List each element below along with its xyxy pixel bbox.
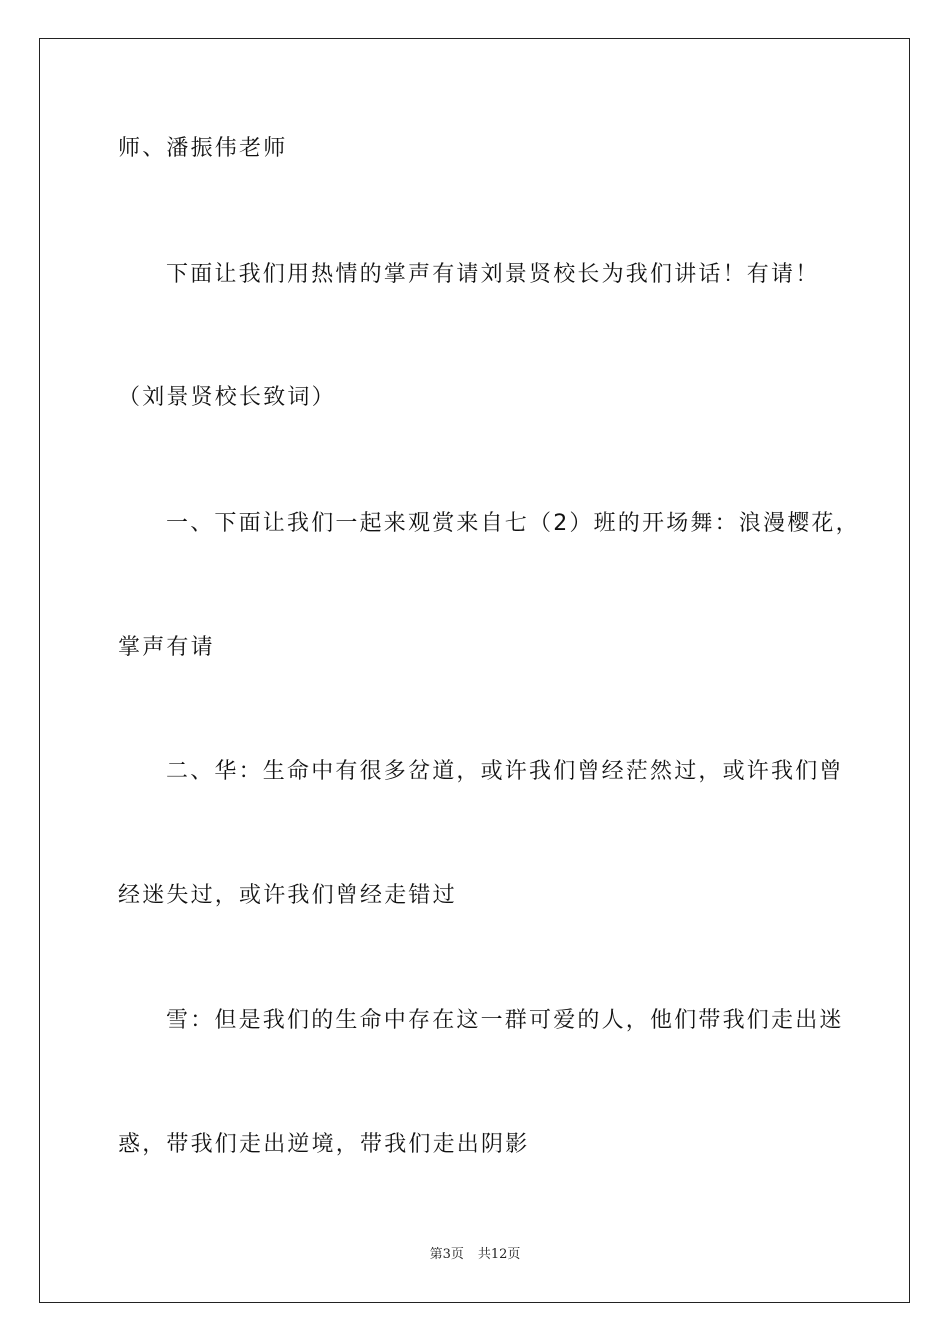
- text-line-8: 雪：但是我们的生命中存在这一群可爱的人，他们带我们走出迷: [166, 1008, 844, 1033]
- text-line-9: 惑，带我们走出逆境，带我们走出阴影: [118, 1132, 530, 1157]
- page-frame: [39, 38, 910, 1303]
- text-line-7: 经迷失过，或许我们曾经走错过: [118, 883, 457, 908]
- text-line-4: 一、下面让我们一起来观赏来自七（2）班的开场舞：浪漫樱花，: [166, 511, 860, 536]
- text-line-2: 下面让我们用热情的掌声有请刘景贤校长为我们讲话！有请！: [166, 262, 820, 287]
- page-total: 共12页: [477, 1247, 521, 1262]
- text-line-6: 二、华：生命中有很多岔道，或许我们曾经茫然过，或许我们曾: [166, 759, 844, 784]
- text-line-5: 掌声有请: [118, 635, 215, 660]
- text-line-1: 师、潘振伟老师: [118, 136, 288, 161]
- page-number: 第3页: [429, 1247, 464, 1262]
- page-footer: [0, 1246, 950, 1264]
- text-line-3: （刘景贤校长致词）: [118, 385, 336, 410]
